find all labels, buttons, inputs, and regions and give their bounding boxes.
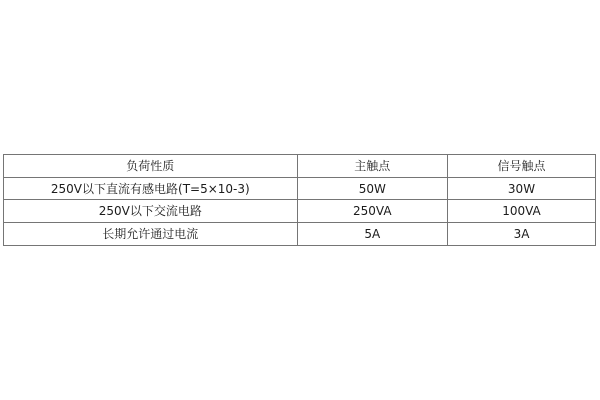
cell-load-nature: 250V以下交流电路 [4, 200, 298, 223]
cell-main-contact: 250VA [297, 200, 447, 223]
header-signal-contact: 信号触点 [447, 155, 595, 178]
cell-load-nature: 长期允许通过电流 [4, 223, 298, 246]
cell-signal-contact: 30W [447, 177, 595, 200]
cell-main-contact: 5A [297, 223, 447, 246]
header-main-contact: 主触点 [297, 155, 447, 178]
table-row [4, 200, 596, 223]
cell-signal-contact: 3A [447, 223, 595, 246]
table-row [4, 223, 596, 246]
contact-ratings-table-container [3, 154, 596, 246]
contact-ratings-table [3, 154, 596, 246]
cell-load-nature: 250V以下直流有感电路(T=5×10-3) [4, 177, 298, 200]
header-load-nature: 负荷性质 [4, 155, 298, 178]
table-row [4, 177, 596, 200]
cell-signal-contact: 100VA [447, 200, 595, 223]
table-header-row [4, 155, 596, 178]
cell-main-contact: 50W [297, 177, 447, 200]
